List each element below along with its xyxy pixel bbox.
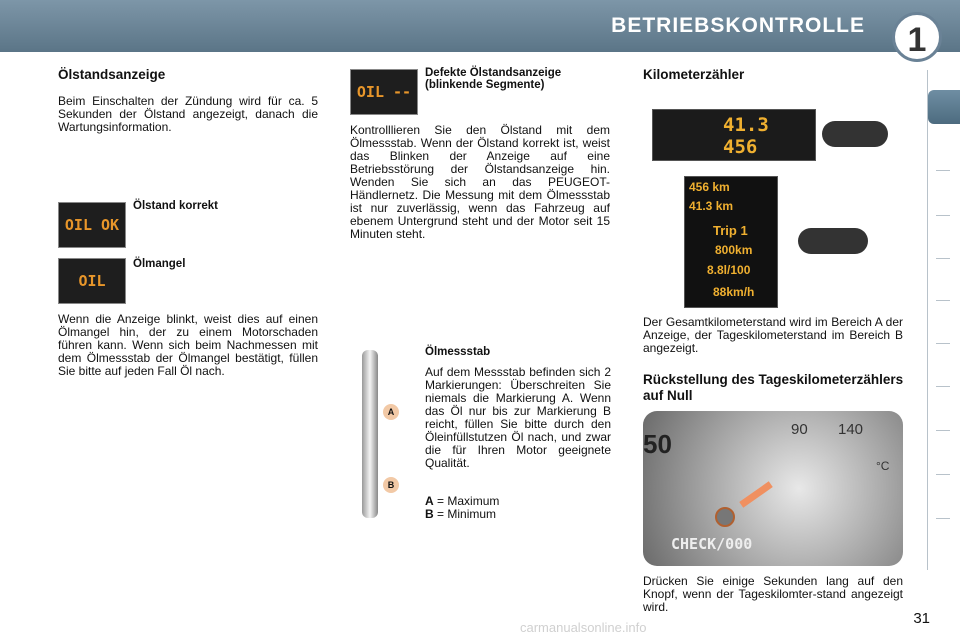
sidebar-divider bbox=[936, 518, 950, 519]
dipstick-image bbox=[362, 350, 378, 518]
trip-label: Trip 1 bbox=[713, 223, 748, 238]
gauge-90-label: 90 bbox=[791, 421, 808, 438]
odometer-display bbox=[652, 109, 816, 161]
odometer-title: Kilometerzähler bbox=[643, 67, 745, 82]
odometer-top-value: 41.3 bbox=[723, 114, 769, 136]
check-display: CHECK/000 bbox=[671, 535, 753, 553]
gauge-50-label: 50 bbox=[643, 429, 672, 459]
sidebar-divider bbox=[936, 474, 950, 475]
legend-b-value: = Minimum bbox=[437, 507, 497, 521]
oil-defect-title: Defekte Ölstandsanzeige (blinkende Segmente) bbox=[425, 67, 562, 91]
dashboard-icon bbox=[798, 228, 868, 254]
gauge-temp-unit: °C bbox=[876, 459, 890, 473]
legend-a-key: A bbox=[425, 494, 434, 508]
trip-speed: 88km/h bbox=[713, 285, 755, 299]
gauge-140-label: 140 bbox=[838, 421, 864, 438]
trip-computer-display bbox=[684, 176, 778, 308]
dipstick-mark-b: B bbox=[383, 477, 399, 493]
dipstick-legend-b bbox=[425, 508, 496, 521]
dipstick-mark-a: A bbox=[383, 404, 399, 420]
oil-low-display: OIL bbox=[58, 258, 126, 304]
watermark: carmanualsonline.info bbox=[520, 620, 647, 635]
oil-level-intro: Beim Einschalten der Zündung wird für ca. 5 Sekunden der Ölstand angezeigt, danach die Wartungsinformation. bbox=[58, 94, 318, 134]
sidebar-divider bbox=[936, 386, 950, 387]
chapter-badge: 1 bbox=[892, 12, 942, 62]
sidebar-divider bbox=[936, 300, 950, 301]
page-title: BETRIEBSKONTROLLE bbox=[611, 14, 865, 37]
arrow-icon bbox=[739, 481, 773, 507]
panel-a-value: 456 km bbox=[689, 180, 730, 194]
oil-level-title: Ölstandsanzeige bbox=[58, 67, 166, 82]
page-number: 31 bbox=[913, 610, 930, 627]
trip-consumption: 8.8l/100 bbox=[707, 263, 751, 277]
sidebar-divider bbox=[936, 430, 950, 431]
dashboard-icon bbox=[822, 121, 888, 147]
dipstick-text: Auf dem Messstab befinden sich 2 Markierungen: Überschreiten Sie niemals die Markierung A. Wenn das Öl nur bis zur Markierung B reicht, füllen Sie bitte durch den Öleinfüllstutzen Öl nach, und zwar die für Ihren Motor geeignete Qualität. bbox=[425, 365, 611, 470]
sidebar-divider bbox=[936, 215, 950, 216]
sidebar-divider bbox=[936, 258, 950, 259]
instrument-cluster-image bbox=[643, 411, 903, 566]
reset-button[interactable] bbox=[715, 507, 735, 527]
legend-b-key: B bbox=[425, 507, 434, 521]
odometer-bottom-value: 456 bbox=[723, 136, 758, 158]
trip-reset-text: Drücken Sie einige Sekunden lang auf den Knopf, wenn der Tageskilomter-stand angezeigt wird. bbox=[643, 574, 903, 614]
odometer-text: Der Gesamtkilometerstand wird im Bereich A der Anzeige, der Tageskilometerstand im Bereich B angezeigt. bbox=[643, 315, 903, 355]
trip-reset-title: Rückstellung des Tageskilometerzählers auf Null bbox=[643, 372, 904, 403]
oil-defect-display: OIL -- bbox=[350, 69, 418, 115]
legend-a-value: = Maximum bbox=[437, 494, 500, 508]
oil-low-label: Ölmangel bbox=[133, 258, 186, 270]
oil-ok-display: OIL OK bbox=[58, 202, 126, 248]
trip-distance: 800km bbox=[715, 243, 753, 257]
panel-b-value: 41.3 km bbox=[689, 199, 734, 213]
dipstick-title: Ölmessstab bbox=[425, 346, 491, 358]
oil-warning-text: Wenn die Anzeige blinkt, weist dies auf einen Ölmangel hin, der zu einem Motorschaden führen kann. Wenn sich beim Nachmessen mit dem Ölmessstab der Ölmangel bestätigt, füllen Sie bitte auf jeden Fall Öl nach. bbox=[58, 312, 318, 378]
oil-defect-text: Kontrolllieren Sie den Ölstand mit dem Ölmessstab. Wenn der Ölstand korrekt ist, weist das Blinken der Anzeige auf eine Betriebsstörung der Ölstandsanzeige hin. Wenden Sie sich an das PEUGEOT-Händlernetz. Die Messung mit dem Ölmessstab ist nur zuverlässig, wenn das Fahrzeug auf ebenem Untergrund steht und der Motor seit 15 Minuten steht. bbox=[350, 123, 610, 241]
sidebar-divider bbox=[936, 170, 950, 171]
sidebar-divider bbox=[936, 343, 950, 344]
sidebar-active-tab[interactable] bbox=[928, 90, 960, 124]
sidebar-tabs bbox=[927, 70, 950, 570]
oil-ok-label: Ölstand korrekt bbox=[133, 200, 218, 212]
